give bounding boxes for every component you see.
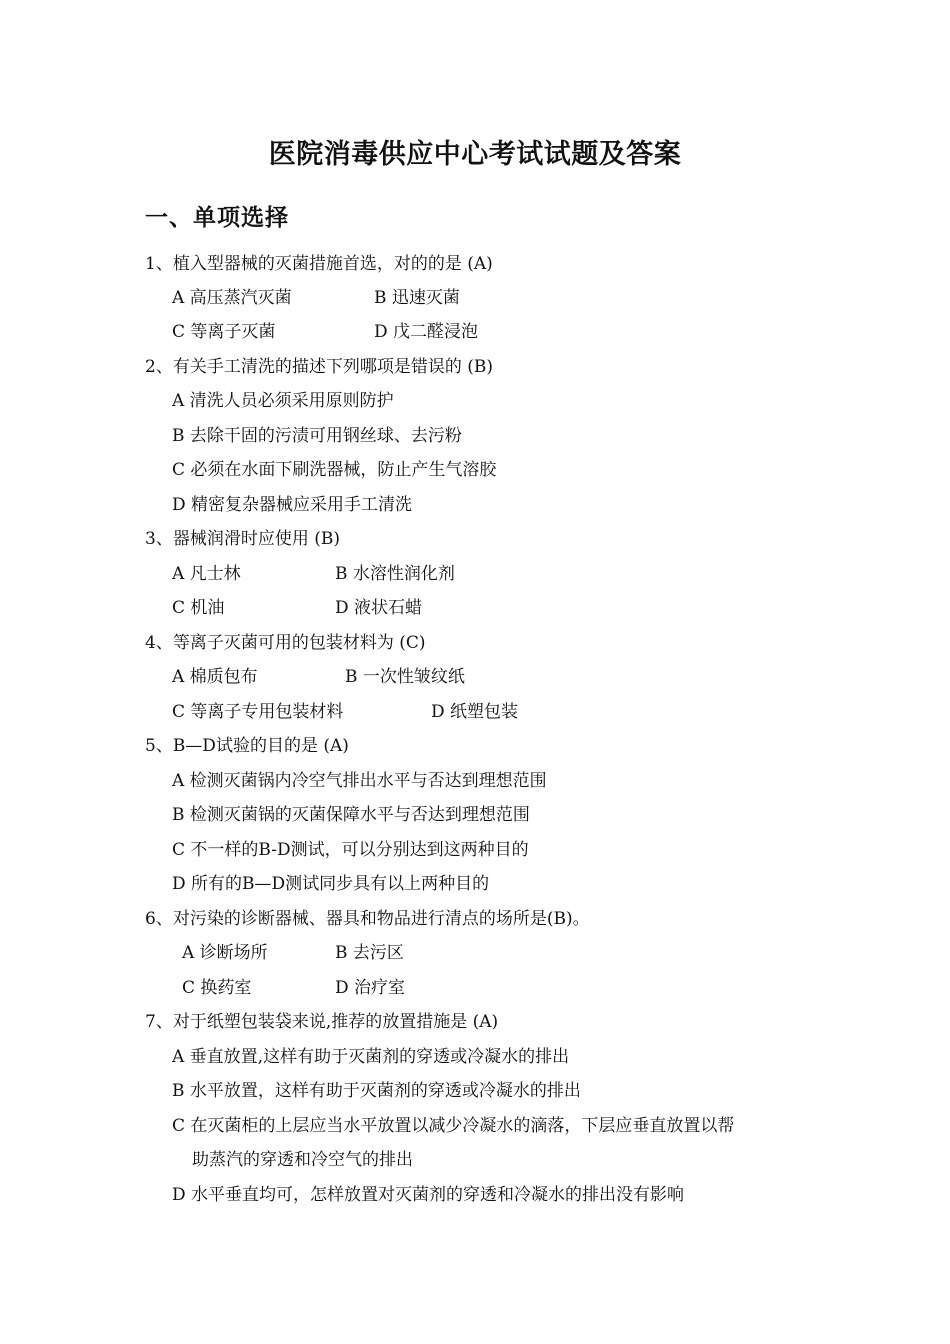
question-stem: 6、对污染的诊断器械、器具和物品进行清点的场所是(B)。 (145, 909, 590, 929)
option-item: B 检测灭菌锅的灭菌保障水平与否达到理想范围 (172, 805, 530, 825)
option-item: A 棉质包布 (172, 667, 258, 687)
option-item: B 迅速灭菌 (374, 288, 460, 308)
option-item: D 液状石蜡 (335, 598, 423, 618)
option-item: A 凡士林 (172, 564, 241, 584)
option-item: A 检测灭菌锅内冷空气排出水平与否达到理想范围 (172, 771, 547, 791)
option-item: B 一次性皱纹纸 (345, 667, 465, 687)
option-item: C 机油 (172, 598, 225, 618)
option-item: A 清洗人员必须采用原则防护 (172, 391, 394, 411)
option-item: C 等离子灭菌 (172, 322, 276, 342)
section-heading: 一、单项选择 (145, 205, 289, 231)
option-item: C 等离子专用包装材料 (172, 702, 344, 722)
question-stem: 2、有关手工清洗的描述下列哪项是错误的 (B) (145, 357, 493, 377)
option-item: A 诊断场所 (182, 943, 268, 963)
option-continuation: 助蒸汽的穿透和冷空气的排出 (192, 1150, 413, 1170)
option-item: A 高压蒸汽灭菌 (172, 288, 292, 308)
question-stem: 3、器械润滑时应使用 (B) (145, 529, 340, 549)
option-item: C 必须在水面下刷洗器械，防止产生气溶胶 (172, 460, 497, 480)
option-item: C 换药室 (182, 978, 252, 998)
option-item: B 水平放置，这样有助于灭菌剂的穿透或冷凝水的排出 (172, 1081, 581, 1101)
question-stem: 4、等离子灭菌可用的包装材料为 (C) (145, 633, 426, 653)
option-item: C 不一样的B-D测试，可以分别达到这两种目的 (172, 840, 529, 860)
option-item: D 戊二醛浸泡 (374, 322, 479, 342)
option-item: C 在灭菌柜的上层应当水平放置以减少冷凝水的滴落，下层应垂直放置以帮 (172, 1116, 735, 1136)
option-item: B 水溶性润化剂 (335, 564, 455, 584)
question-stem: 1、植入型器械的灭菌措施首选，对的的是 (A) (145, 254, 493, 274)
option-item: D 治疗室 (335, 978, 406, 998)
option-item: D 纸塑包装 (431, 702, 519, 722)
question-stem: 5、B—D试验的目的是 (A) (145, 736, 349, 756)
option-item: B 去除干固的污渍可用钢丝球、去污粉 (172, 426, 462, 446)
option-item: A 垂直放置,这样有助于灭菌剂的穿透或冷凝水的排出 (172, 1047, 570, 1067)
option-item: D 精密复杂器械应采用手工清洗 (172, 495, 413, 515)
question-stem: 7、对于纸塑包装袋来说,推荐的放置措施是 (A) (145, 1012, 499, 1032)
option-item: B 去污区 (335, 943, 404, 963)
page-title: 医院消毒供应中心考试试题及答案 (268, 139, 682, 170)
option-item: D 所有的B—D测试同步具有以上两种目的 (172, 874, 490, 894)
option-item: D 水平垂直均可，怎样放置对灭菌剂的穿透和冷凝水的排出没有影响 (172, 1185, 685, 1205)
